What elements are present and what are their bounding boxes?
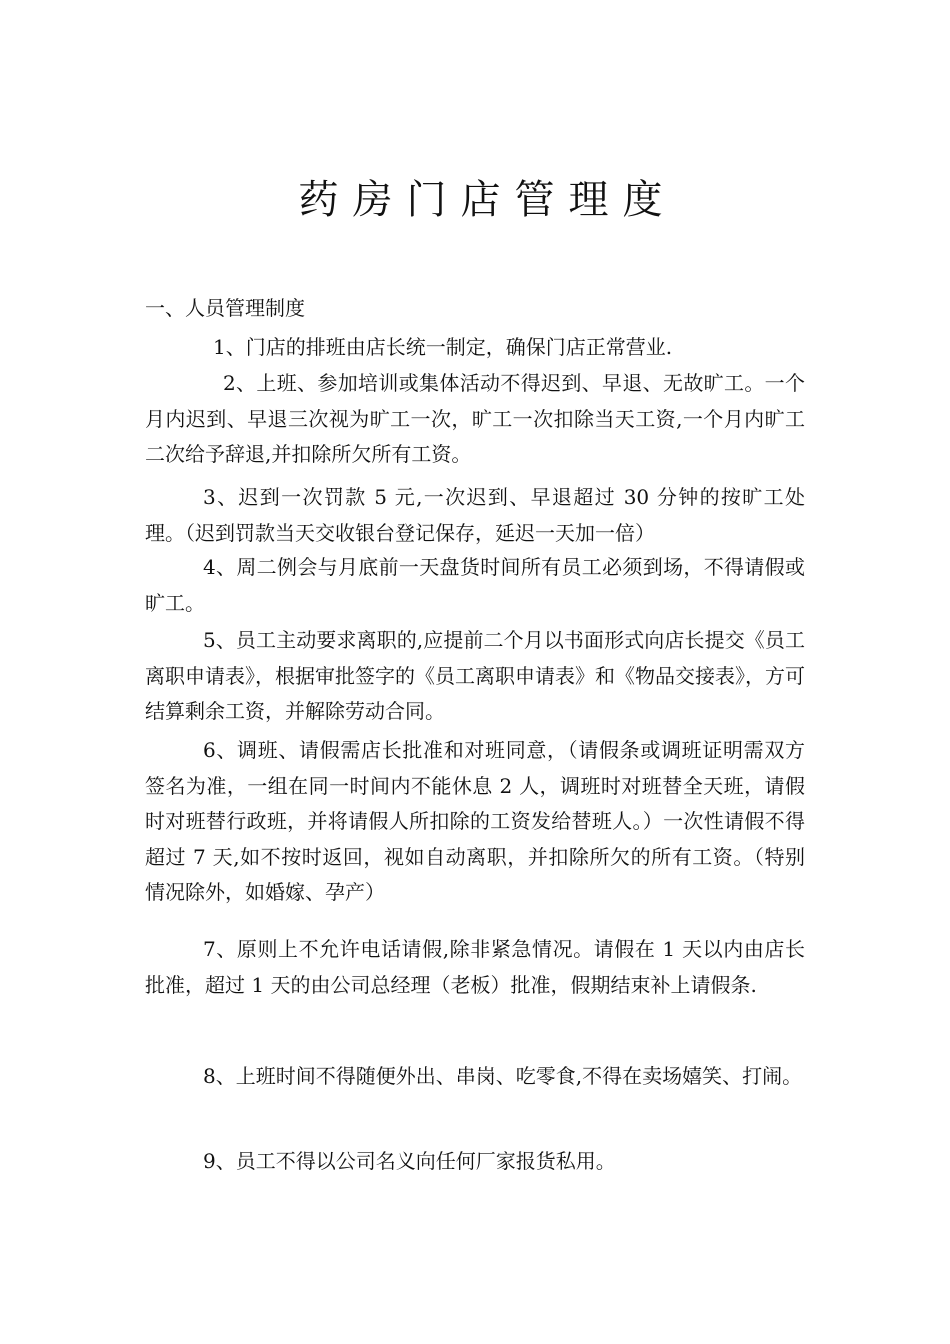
rule-text-6: 6、调班、请假需店长批准和对班同意，（请假条或调班证明需双方签名为准，一组在同一时间内不能休息 2 人，调班时对班替全天班，请假时对班替行政班，并将请假人所扣除的工资发给替班人。）一次性请假不得超过 7 天,如不按时返回，视如自动离职，并扣除所欠的所有工资。（特别情况除外，如婚嫁、孕产） [145, 738, 805, 904]
rule-paragraph-7 [145, 932, 805, 1003]
rule-text-4: 4、周二例会与月底前一天盘货时间所有员工必须到场，不得请假或旷工。 [145, 555, 805, 615]
rule-text-8: 8、上班时间不得随便外出、串岗、吃零食,不得在卖场嬉笑、打闹。 [203, 1064, 803, 1088]
rule-paragraph-3 [145, 480, 805, 551]
rule-text-2: 2、上班、参加培训或集体活动不得迟到、早退、无故旷工。一个月内迟到、早退三次视为旷工一次，旷工一次扣除当天工资,一个月内旷工二次给予辞退,并扣除所欠所有工资。 [145, 371, 805, 466]
rule-paragraph-9 [145, 1144, 805, 1180]
rule-paragraph-6 [145, 733, 805, 911]
document-title: 药房门店管理度 [298, 177, 677, 223]
rule-text-3: 3、迟到一次罚款 5 元,一次迟到、早退超过 30 分钟的按旷工处理。（迟到罚款当天交收银台登记保存，延迟一天加一倍） [145, 485, 805, 545]
rule-paragraph-1 [145, 330, 805, 366]
rule-paragraph-5 [145, 623, 805, 730]
rule-text-9: 9、员工不得以公司名义向任何厂家报货私用。 [203, 1149, 616, 1173]
rule-text-7: 7、原则上不允许电话请假,除非紧急情况。请假在 1 天以内由店长批准，超过 1 天的由公司总经理（老板）批准，假期结束补上请假条. [145, 937, 805, 997]
rule-paragraph-2 [145, 366, 805, 473]
section-heading: 一、人员管理制度 [145, 296, 305, 320]
rule-paragraph-4 [145, 550, 805, 621]
rule-text-1: 1、门店的排班由店长统一制定，确保门店正常营业. [213, 335, 673, 359]
rule-text-5: 5、员工主动要求离职的,应提前二个月以书面形式向店长提交《员工离职申请表》，根据审批签字的《员工离职申请表》和《物品交接表》，方可结算剩余工资，并解除劳动合同。 [145, 628, 805, 723]
rule-paragraph-8 [203, 1056, 803, 1096]
